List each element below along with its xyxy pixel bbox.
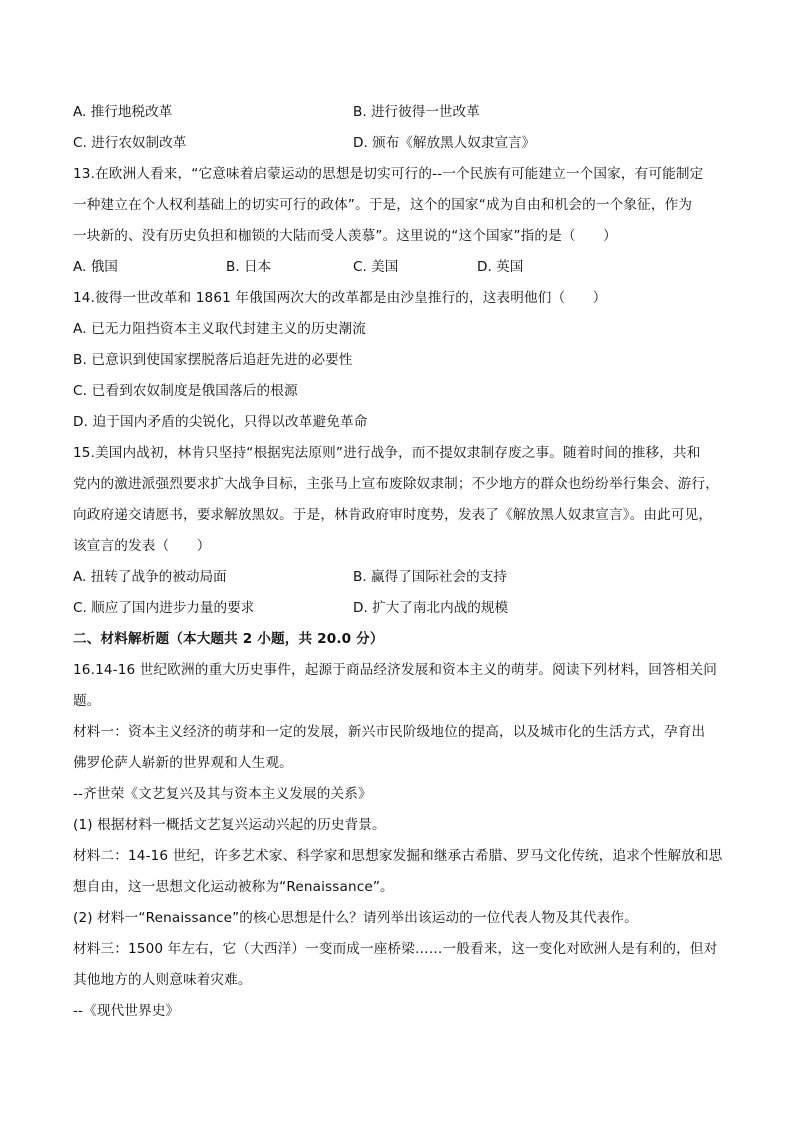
q14-option-a: A. 已无力阻挡资本主义取代封建主义的历史潮流 (73, 321, 367, 337)
q12-option-a: A. 推行地税改革 (73, 104, 173, 120)
q16-stem-line: 题。 (73, 693, 101, 709)
q15-option-b: B. 赢得了国际社会的支持 (353, 569, 507, 585)
q14-option-d: D. 迫于国内矛盾的尖锐化，只得以改革避免革命 (73, 414, 368, 430)
q13-stem-line: 一块新的、没有历史负担和枷锁的大陆而受人羡慕”。这里说的“这个国家”指的是（ ） (73, 228, 617, 244)
q15-stem-line: 党内的激进派强烈要求扩大战争目标，主张马上宣布废除奴隶制；不少地方的群众也纷纷举行集会、游行， (73, 476, 719, 492)
q14-option-b: B. 已意识到使国家摆脱落后追赶先进的必要性 (73, 352, 353, 368)
q12-option-d: D. 颁布《解放黑人奴隶宣言》 (353, 135, 536, 151)
q14-stem-line: 14.彼得一世改革和 1861 年俄国两次大的改革都是由沙皇推行的，这表明他们（ ） (73, 290, 607, 306)
q15-option-c: C. 顺应了国内进步力量的要求 (73, 600, 255, 616)
q14-option-c: C. 已看到农奴制度是俄国落后的根源 (73, 383, 298, 399)
q13-option-c: C. 美国 (353, 259, 399, 275)
q16-material-3-source: --《现代世界史》 (73, 1003, 180, 1019)
q13-option-b: B. 日本 (226, 259, 272, 275)
q16-material-2-line: 材料二：14-16 世纪，许多艺术家、科学家和思想家发掘和继承古希腊、罗马文化传统，追求个性解放和思 (73, 848, 723, 864)
q12-option-c: C. 进行农奴制改革 (73, 135, 187, 151)
q16-material-2-line: 想自由，这一思想文化运动被称为“Renaissance”。 (73, 879, 394, 895)
q16-material-1-line: 材料一：资本主义经济的萌芽和一定的发展，新兴市民阶级地位的提高，以及城市化的生活方式，孕育出 (73, 724, 706, 740)
q16-material-1-line: 佛罗伦萨人崭新的世界观和人生观。 (73, 755, 293, 771)
q15-option-d: D. 扩大了南北内战的规模 (353, 600, 509, 616)
q16-stem-line: 16.14-16 世纪欧洲的重大历史事件，起源于商品经济发展和资本主义的萌芽。阅读下列材料，回答相关问 (73, 662, 718, 678)
q16-subquestion-2: (2) 材料一“Renaissance”的核心思想是什么？请列举出该运动的一位代表人物及其代表作。 (73, 910, 638, 926)
q16-subquestion-1: (1) 根据材料一概括文艺复兴运动兴起的历史背景。 (73, 817, 386, 833)
q12-option-b: B. 进行彼得一世改革 (353, 104, 480, 120)
q13-stem-line: 13.在欧洲人看来，“它意味着启蒙运动的思想是切实可行的--一个民族有可能建立一个国家，有可能制定 (73, 166, 704, 182)
q13-stem-line: 一种建立在个人权利基础上的切实可行的政体”。于是，这个的国家“成为自由和机会的一个象征，作为 (73, 197, 693, 213)
q16-material-3-line: 材料三：1500 年左右，它（大西洋）一变而成一座桥梁……一般看来，这一变化对欧洲人是有利的，但对 (73, 941, 718, 957)
q16-material-1-source: --齐世荣《文艺复兴及其与资本主义发展的关系》 (73, 786, 372, 802)
section-heading: 二、材料解析题（本大题共 2 小题，共 20.0 分） (73, 631, 384, 647)
q16-material-3-line: 其他地方的人则意味着灾难。 (73, 972, 252, 988)
q15-stem-line: 15.美国内战初，林肯只坚持“根据宪法原则”进行战争，而不提奴隶制存废之事。随着时间的推移，共和 (73, 445, 701, 461)
q15-stem-line: 该宣言的发表（ ） (73, 538, 211, 554)
q13-option-a: A. 俄国 (73, 259, 118, 275)
q15-option-a: A. 扭转了战争的被动局面 (73, 569, 227, 585)
q13-option-d: D. 英国 (477, 259, 524, 275)
q15-stem-line: 向政府递交请愿书，要求解放黑奴。于是，林肯政府审时度势，发表了《解放黑人奴隶宣言》。由此可见， (73, 507, 713, 523)
